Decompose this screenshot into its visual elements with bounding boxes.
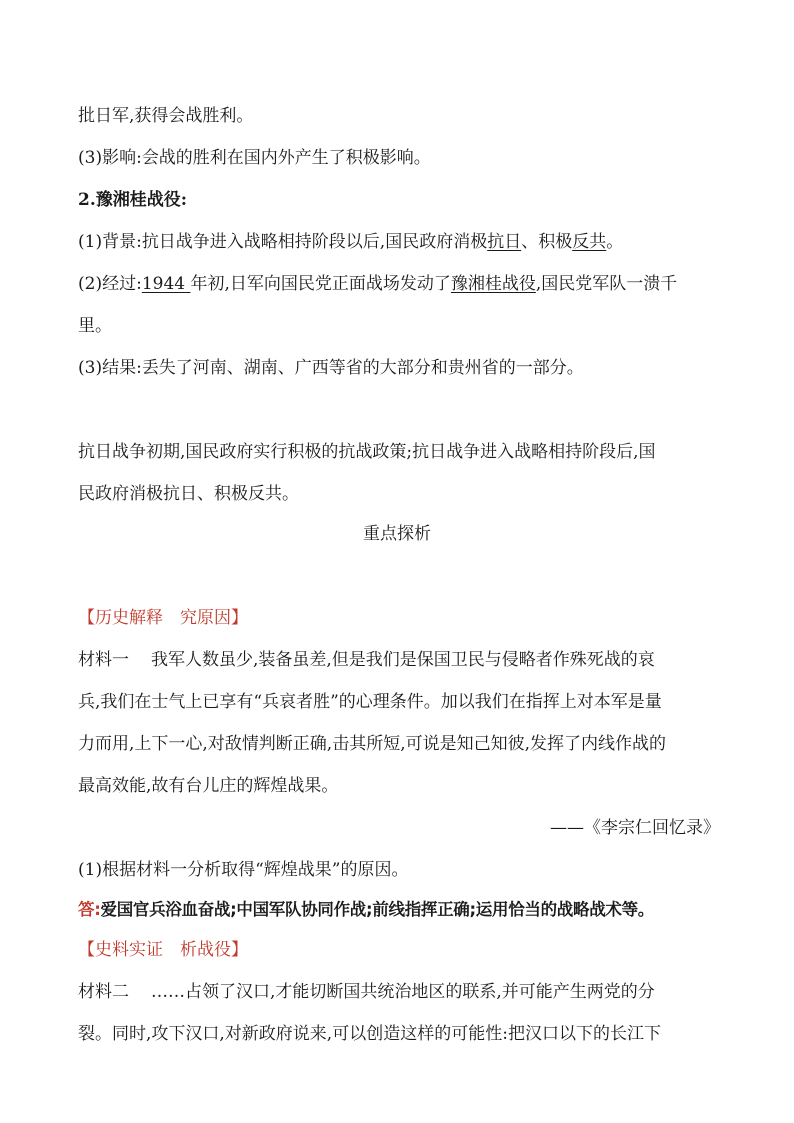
background-mid: 、积极 <box>521 232 573 252</box>
background-pre: 抗日战争进入战略相持阶段以后,国民政府消极 <box>141 232 488 252</box>
answer-text: 爱国官兵浴血奋战;中国军队协同作战;前线指挥正确;运用恰当的战略战术等。 <box>100 900 654 919</box>
process-underline-year: 1944 <box>141 274 191 294</box>
influence-label: (3)影响: <box>78 148 142 168</box>
process-line <box>78 272 720 296</box>
material1-line-4: 最高效能,故有台儿庄的辉煌战果。 <box>78 776 339 796</box>
answer-line <box>78 898 720 922</box>
block1-tag: 【历史解释 究原因】 <box>78 608 248 628</box>
material1-line-2: 兵,我们在士气上已享有“兵哀者胜”的心理条件。加以我们在指挥上对本军是量 <box>78 692 662 712</box>
process-mid: 年初,日军向国民党正面战场发动了 <box>190 274 451 294</box>
process-label: (2)经过: <box>78 274 142 294</box>
process-line-2: 里。 <box>78 316 112 336</box>
material2-line-1 <box>78 980 720 1004</box>
result-line <box>78 356 720 380</box>
material1-text-1: 我军人数虽少,装备虽差,但是我们是保国卫民与侵略者作殊死战的哀 <box>151 650 655 670</box>
background-end: 。 <box>606 232 624 252</box>
process-underline-campaign: 豫湘桂战役 <box>450 274 536 294</box>
block2-tag: 【史料实证 析战役】 <box>78 940 248 960</box>
background-label: (1)背景: <box>78 232 142 252</box>
analysis-title: 重点探析 <box>363 524 431 544</box>
material1-label: 材料一 <box>78 650 129 670</box>
background-underline-1: 抗日 <box>487 232 522 252</box>
material1-line-1 <box>78 648 720 672</box>
result-text: 丢失了河南、湖南、广西等省的大部分和贵州省的一部分。 <box>141 358 584 378</box>
result-label: (3)结果: <box>78 358 142 378</box>
process-end: ,国民党军队一溃千 <box>535 274 678 294</box>
answer-label: 答: <box>78 900 101 919</box>
material1-line-3: 力而用,上下一心,对敌情判断正确,击其所短,可说是知己知彼,发挥了内线作战的 <box>78 734 667 754</box>
material1-source: ——《李宗仁回忆录》 <box>550 818 720 838</box>
summary-line-1: 抗日战争初期,国民政府实行积极的抗战政策;抗日战争进入战略相持阶段后,国 <box>78 442 656 462</box>
material2-line-2: 裂。同时,攻下汉口,对新政府说来,可以创造这样的可能性:把汉口以下的长江下 <box>78 1024 661 1044</box>
material2-label: 材料二 <box>78 982 129 1002</box>
section1-tail-line: 批日军,获得会战胜利。 <box>78 106 254 126</box>
question-1: (1)根据材料一分析取得“辉煌战果”的原因。 <box>78 860 409 880</box>
influence-line <box>78 146 720 170</box>
background-underline-2: 反共 <box>572 232 607 252</box>
material2-text-1: ……占领了汉口,才能切断国共统治地区的联系,并可能产生两党的分 <box>151 982 655 1002</box>
section2-heading: 2.豫湘桂战役: <box>78 190 188 210</box>
summary-line-2: 民政府消极抗日、积极反共。 <box>78 484 299 504</box>
background-line <box>78 230 720 254</box>
influence-text: 会战的胜利在国内外产生了积极影响。 <box>141 148 431 168</box>
